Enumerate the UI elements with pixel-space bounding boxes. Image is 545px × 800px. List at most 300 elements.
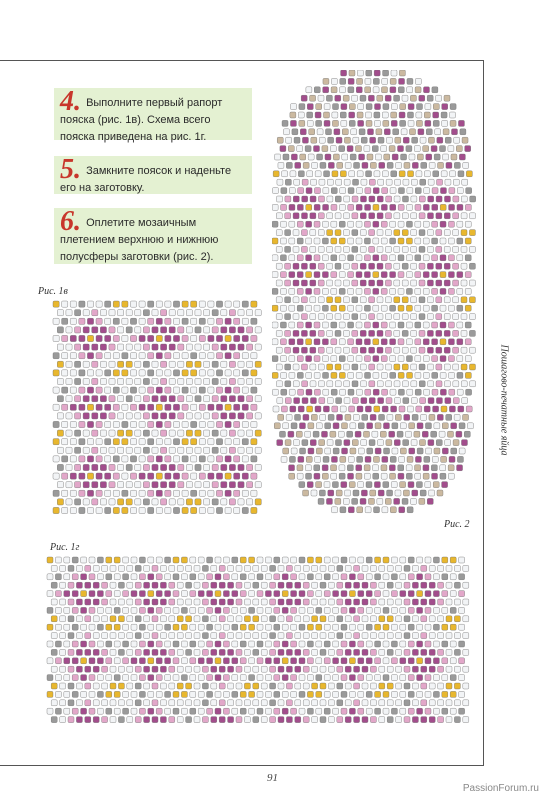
bead (407, 78, 413, 84)
bead (314, 272, 320, 278)
bead (92, 310, 98, 316)
bead (306, 339, 312, 345)
bead (234, 473, 240, 479)
bead (328, 683, 334, 689)
bead (105, 353, 111, 359)
bead (293, 364, 299, 370)
bead (198, 607, 204, 613)
bead (470, 196, 476, 202)
bead (75, 378, 81, 384)
bead (215, 675, 221, 681)
bead (199, 370, 205, 376)
bead (358, 591, 364, 597)
bead (100, 499, 106, 505)
bead (152, 616, 158, 622)
bead (195, 499, 201, 505)
bead (79, 404, 85, 410)
bead (169, 344, 175, 350)
bead (411, 364, 417, 370)
bead (396, 616, 402, 622)
bead (118, 344, 124, 350)
bead (127, 565, 133, 571)
bead (123, 691, 129, 697)
bead (444, 263, 450, 269)
bead (442, 675, 448, 681)
bead (75, 344, 81, 350)
bead (459, 607, 465, 613)
bead (190, 675, 196, 681)
bead (356, 288, 362, 294)
bead (228, 700, 234, 706)
bead (311, 414, 317, 420)
bead (255, 413, 261, 419)
bead (312, 565, 318, 571)
bead (295, 700, 301, 706)
bead (323, 406, 329, 412)
bead (270, 683, 276, 689)
bead (433, 574, 439, 580)
bead (324, 591, 330, 597)
bead (441, 406, 447, 412)
bead (352, 230, 358, 236)
bead (249, 691, 255, 697)
bead (356, 204, 362, 210)
bead (130, 370, 136, 376)
bead (365, 112, 371, 118)
bead (390, 288, 396, 294)
bead (444, 347, 450, 353)
bead (236, 616, 242, 622)
bead (440, 372, 446, 378)
bead (391, 691, 397, 697)
bead (408, 104, 414, 110)
bead (143, 361, 149, 367)
bead (299, 708, 305, 714)
bead (295, 666, 301, 672)
bead (139, 335, 145, 341)
bead (236, 649, 242, 655)
bead (194, 649, 200, 655)
bead (352, 263, 358, 269)
bead (165, 370, 171, 376)
bead (373, 389, 379, 395)
bead (347, 146, 353, 152)
bead (75, 430, 81, 436)
bead (118, 447, 124, 453)
bead (381, 238, 387, 244)
bead (370, 683, 376, 689)
bead (92, 447, 98, 453)
bead (255, 361, 261, 367)
bead (425, 104, 431, 110)
bead (320, 414, 326, 420)
bead (375, 708, 381, 714)
bead (289, 322, 295, 328)
bead (261, 616, 267, 622)
bead (306, 204, 312, 210)
bead (297, 305, 303, 311)
bead (232, 574, 238, 580)
bead (92, 499, 98, 505)
bead (400, 448, 406, 454)
bead (337, 666, 343, 672)
bead (425, 574, 431, 580)
bead (364, 465, 370, 471)
bead (465, 356, 471, 362)
bead (131, 658, 137, 664)
bead (440, 322, 446, 328)
bead (377, 196, 383, 202)
bead (194, 565, 200, 571)
bead (79, 318, 85, 324)
bead (423, 238, 429, 244)
bead (349, 104, 355, 110)
bead (333, 591, 339, 597)
bead (465, 221, 471, 227)
bead (272, 255, 278, 261)
bead (295, 649, 301, 655)
bead (242, 473, 248, 479)
bead (207, 607, 213, 613)
bead (265, 557, 271, 563)
bead (295, 717, 301, 723)
bead (255, 464, 261, 470)
bead (361, 137, 367, 143)
bead (457, 288, 463, 294)
bead (286, 137, 292, 143)
bead (404, 414, 410, 420)
bead (57, 361, 63, 367)
bead (339, 238, 345, 244)
bead (249, 591, 255, 597)
bead (448, 255, 454, 261)
bead (152, 361, 158, 367)
bead (332, 112, 338, 118)
bead (406, 356, 412, 362)
bead (390, 372, 396, 378)
bead (383, 574, 389, 580)
bead (442, 448, 448, 454)
bead (234, 439, 240, 445)
bead (144, 582, 150, 588)
bead (411, 381, 417, 387)
bead (331, 372, 337, 378)
bead (358, 574, 364, 580)
bead (60, 683, 66, 689)
bead (75, 464, 81, 470)
bead (295, 633, 301, 639)
bead (293, 196, 299, 202)
bead (337, 162, 343, 168)
bead (315, 171, 321, 177)
bead (362, 162, 368, 168)
bead (289, 465, 295, 471)
bead (417, 423, 423, 429)
bead (348, 78, 354, 84)
bead (242, 335, 248, 341)
bead (156, 387, 162, 393)
bead (55, 574, 61, 580)
bead (343, 246, 349, 252)
bead (156, 353, 162, 359)
bead (385, 314, 391, 320)
bead (143, 499, 149, 505)
bead (139, 675, 145, 681)
bead (354, 616, 360, 622)
bead (370, 633, 376, 639)
bead (364, 305, 370, 311)
bead (232, 624, 238, 630)
bead (406, 473, 412, 479)
bead (348, 255, 354, 261)
bead (100, 413, 106, 419)
bead (234, 404, 240, 410)
bead (350, 423, 356, 429)
bead (199, 404, 205, 410)
bead (342, 448, 348, 454)
bead (114, 641, 120, 647)
bead (221, 430, 227, 436)
bead (328, 633, 334, 639)
bead (249, 641, 255, 647)
bead (415, 339, 421, 345)
bead (318, 95, 324, 101)
bead (102, 683, 108, 689)
bead (394, 246, 400, 252)
bead (122, 335, 128, 341)
bead (360, 95, 366, 101)
bead (379, 649, 385, 655)
bead (424, 171, 430, 177)
bead (372, 146, 378, 152)
bead (70, 335, 76, 341)
bead (426, 129, 432, 135)
bead (255, 344, 261, 350)
bead (310, 280, 316, 286)
bead (349, 120, 355, 126)
bead (311, 137, 317, 143)
bead (400, 624, 406, 630)
bead (398, 255, 404, 261)
bead (191, 473, 197, 479)
bead (408, 658, 414, 664)
bead (398, 204, 404, 210)
bead (228, 683, 234, 689)
bead (92, 361, 98, 367)
bead (302, 381, 308, 387)
bead (438, 683, 444, 689)
bead (66, 327, 72, 333)
bead (436, 246, 442, 252)
bead (83, 361, 89, 367)
bead (79, 490, 85, 496)
bead (316, 104, 322, 110)
bead (178, 413, 184, 419)
bead (466, 171, 472, 177)
bead (194, 582, 200, 588)
bead (423, 204, 429, 210)
bead (173, 404, 179, 410)
bead (212, 482, 218, 488)
bead (417, 591, 423, 597)
bead (122, 490, 128, 496)
bead (289, 255, 295, 261)
bead (433, 691, 439, 697)
bead (360, 314, 366, 320)
bead (433, 675, 439, 681)
bead (395, 137, 401, 143)
bead (247, 482, 253, 488)
bead (240, 607, 246, 613)
bead (403, 179, 409, 185)
bead (79, 353, 85, 359)
bead (173, 318, 179, 324)
bead (410, 498, 416, 504)
bead (240, 557, 246, 563)
bead (390, 78, 396, 84)
bead (383, 591, 389, 597)
bead (389, 431, 395, 437)
bead (160, 565, 166, 571)
bead (425, 641, 431, 647)
bead (291, 708, 297, 714)
bead (398, 372, 404, 378)
bead (72, 607, 78, 613)
bead (331, 87, 337, 93)
bead (60, 666, 66, 672)
bead (105, 318, 111, 324)
bead (433, 104, 439, 110)
bead (285, 440, 291, 446)
bead (307, 112, 313, 118)
bead (122, 421, 128, 427)
bead (289, 339, 295, 345)
bead (303, 683, 309, 689)
bead (394, 398, 400, 404)
bead (465, 272, 471, 278)
bead (310, 330, 316, 336)
bead (366, 171, 372, 177)
bead (450, 591, 456, 597)
bead (428, 381, 434, 387)
bead (72, 557, 78, 563)
bead (60, 616, 66, 622)
bead (406, 305, 412, 311)
bead (423, 473, 429, 479)
bead (70, 353, 76, 359)
bead (272, 272, 278, 278)
bead (436, 314, 442, 320)
bead (425, 557, 431, 563)
bead (349, 607, 355, 613)
bead (244, 649, 250, 655)
bead (382, 507, 388, 513)
bead (323, 188, 329, 194)
bead (303, 616, 309, 622)
bead (466, 406, 472, 412)
bead (242, 387, 248, 393)
bead (437, 490, 443, 496)
bead (295, 565, 301, 571)
bead (316, 691, 322, 697)
bead (463, 616, 469, 622)
bead (93, 599, 99, 605)
bead (173, 490, 179, 496)
bead (173, 624, 179, 630)
bead (278, 717, 284, 723)
bead (182, 456, 188, 462)
bead (381, 272, 387, 278)
bead (419, 246, 425, 252)
bead (81, 641, 87, 647)
bead (381, 305, 387, 311)
bead (290, 120, 296, 126)
bead (291, 675, 297, 681)
bead (357, 406, 363, 412)
bead (57, 310, 63, 316)
page-number: 91 (267, 772, 278, 784)
bead (450, 557, 456, 563)
bead (331, 465, 337, 471)
bead (281, 188, 287, 194)
bead (100, 310, 106, 316)
bead (76, 582, 82, 588)
bead (396, 633, 402, 639)
bead (310, 364, 316, 370)
bead (384, 154, 390, 160)
bead (374, 171, 380, 177)
bead (113, 387, 119, 393)
bead (47, 607, 53, 613)
bead (412, 700, 418, 706)
bead (181, 557, 187, 563)
bead (303, 582, 309, 588)
bead (79, 301, 85, 307)
bead (324, 574, 330, 580)
bead (219, 599, 225, 605)
bead (122, 301, 128, 307)
bead (165, 691, 171, 697)
bead (402, 95, 408, 101)
bead (373, 356, 379, 362)
bead (72, 658, 78, 664)
bead (379, 582, 385, 588)
bead (229, 396, 235, 402)
bead (386, 381, 392, 387)
bead (293, 440, 299, 446)
bead (242, 439, 248, 445)
bead (345, 700, 351, 706)
bead (118, 633, 124, 639)
bead (190, 607, 196, 613)
bead (76, 599, 82, 605)
bead (405, 431, 411, 437)
bead (327, 381, 333, 387)
bead (144, 683, 150, 689)
bead (337, 649, 343, 655)
bead (257, 591, 263, 597)
bead (457, 305, 463, 311)
bead (440, 288, 446, 294)
bead (406, 465, 412, 471)
bead (391, 70, 397, 76)
bead (297, 465, 303, 471)
bead (169, 378, 175, 384)
bead (332, 482, 338, 488)
bead (238, 361, 244, 367)
bead (387, 490, 393, 496)
bead (257, 641, 263, 647)
